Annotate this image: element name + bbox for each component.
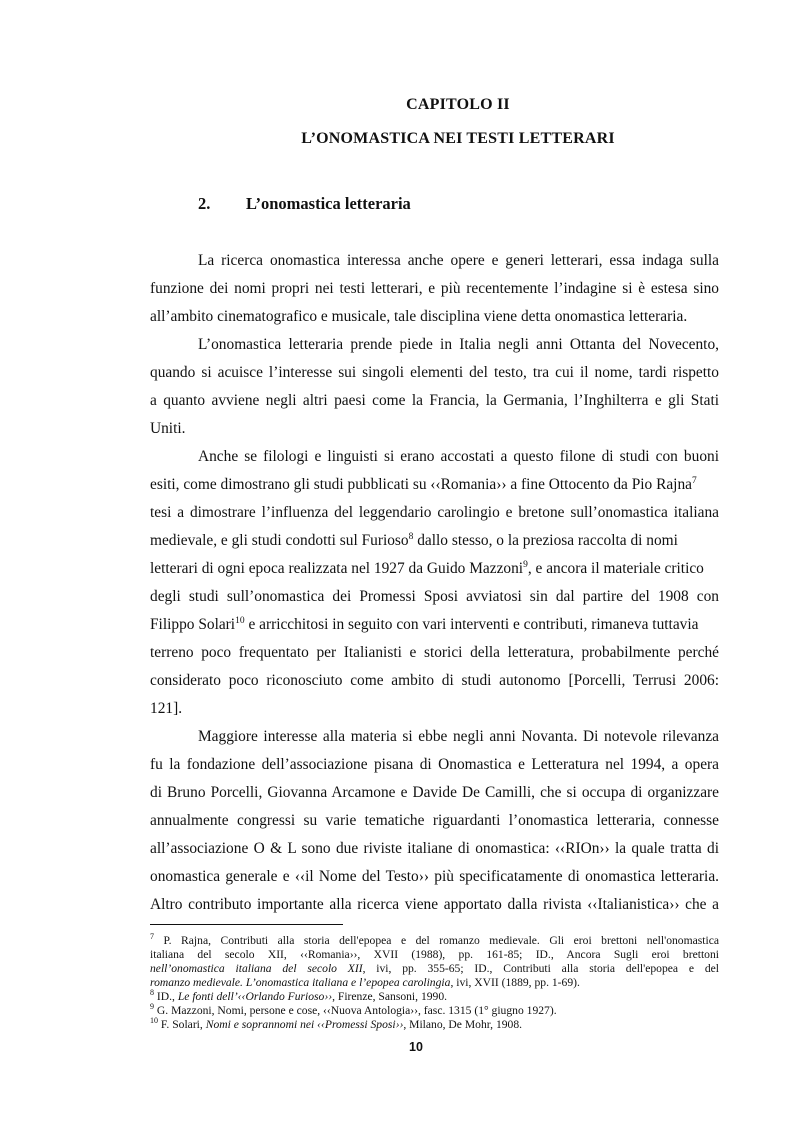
body-line: Altro contributo importante alla ricerca viene apportato dalla rivista ‹‹Italianistica›› che a [150,896,719,913]
body-line: fu la fondazione dell’associazione pisana di Onomastica e Letteratura nel 1994, a opera [150,756,719,773]
footnote-italic: Nomi e soprannomi nei ‹‹Promessi Sposi›› [205,1018,404,1031]
footnote-number: 7 [150,932,154,942]
body-text: esiti, come dimostrano gli studi pubblicati su ‹‹Romania›› a fine Ottocento da Pio Rajna [150,476,692,493]
footnote-7-line [150,962,719,976]
footnote-text: ID., [154,990,178,1003]
footnote-number: 8 [150,988,154,998]
body-line: Anche se filologi e linguisti si erano accostati a questo filone di studi con buoni [198,448,719,465]
footnote-7-line [150,934,719,948]
body-text: e arricchitosi in seguito con vari interventi e contributi, rimaneva tuttavia [244,616,699,633]
body-line: degli studi sull’onomastica dei Promessi Sposi avviatosi sin dal partire del 1908 con [150,588,719,605]
body-text: Filippo Solari [150,616,236,633]
body-line [150,475,719,495]
body-line: all’associazione O & L sono due riviste italiane di onomastica: ‹‹RIOn›› la quale tratta di [150,840,719,857]
body-line: Maggiore interesse alla materia si ebbe negli anni Novanta. Di notevole rilevanza [198,728,719,745]
body-text: medievale, e gli studi condotti sul Furioso [150,532,409,549]
body-line: all’ambito cinematografico e musicale, tale disciplina viene detta onomastica letteraria. [150,308,688,325]
body-text: dallo stesso, o la preziosa raccolta di nomi [413,532,678,549]
body-line: 121]. [150,700,183,717]
body-line: terreno poco frequentato per Italianisti e storici della letteratura, probabilmente perché [150,644,719,661]
footnote-text: G. Mazzoni, Nomi, persone e cose, ‹‹Nuova Antologia››, fasc. 1315 (1° giugno 1927). [154,1004,557,1017]
body-text: , e ancora il materiale critico [527,560,704,577]
footnote-text: F. Solari, [158,1018,206,1031]
chapter-label: CAPITOLO II [406,96,510,113]
footnote-italic: nell’onomastica italiana del secolo XII [150,962,363,975]
footnote-ref: 9 [523,559,528,570]
footnote-text: , Firenze, Sansoni, 1990. [332,990,448,1003]
body-line: a quanto avviene negli altri paesi come la Francia, la Germania, l’Inghilterra e gli Stati [150,392,719,409]
footnote-text: , ivi, pp. 355-65; ID., Contributi alla storia dell'epopea e del [362,962,719,975]
footnote-text: , ivi, XVII (1889, pp. 1-69). [450,976,580,989]
footnote-ref: 8 [408,531,414,542]
page-number: 10 [409,1040,423,1054]
body-line: L’onomastica letteraria prende piede in Italia negli anni Ottanta del Novecento, [198,336,719,353]
footnote-7-line: italiana del secolo XII, ‹‹Romania››, XVII (1988), pp. 161-85; ID., Ancora Sugli eroi brettoni [150,948,719,961]
body-line: considerato poco riconosciuto come ambito di studi autonomo [Porcelli, Terrusi 2006: [150,672,719,689]
footnote-italic: Le fonti dell’‹‹Orlando Furioso›› [177,990,333,1003]
footnote-ref: 10 [235,615,245,626]
body-line: di Bruno Porcelli, Giovanna Arcamone e Davide De Camilli, che si occupa di organizzare [150,784,719,801]
body-line: Uniti. [150,420,186,437]
chapter-title: L’ONOMASTICA NEI TESTI LETTERARI [301,130,615,147]
body-line: quando si acuisce l’interesse sui singoli elementi del testo, tra cui il nome, tardi rispetto [150,364,719,381]
footnote-ref: 7 [691,475,697,486]
footnote-7-line [150,976,719,990]
footnote-italic: romanzo medievale. L’onomastica italiana e l’epopea carolingia [150,976,451,989]
body-line [150,615,719,635]
footnote-number: 9 [150,1002,154,1012]
footnote-text: P. Rajna, Contributi alla storia dell'epopea e del romanzo medievale. Gli eroi brettoni nell'onomastica [154,934,719,947]
body-line [150,559,719,579]
footnote-9 [150,1004,719,1018]
body-line: annualmente congressi su varie tematiche riguardanti l’onomastica letteraria, connesse [150,812,719,829]
body-line: funzione dei nomi propri nei testi letterari, e più recentemente l’indagine si è estesa sino [150,280,719,297]
footnote-10 [150,1018,719,1032]
body-line: tesi a dimostrare l’influenza del leggendario carolingio e bretone sull’onomastica italiana [150,504,719,521]
footnote-text: , Milano, De Mohr, 1908. [403,1018,523,1031]
footnote-8 [150,990,719,1004]
footnote-number: 10 [150,1016,158,1026]
section-number: 2. [198,194,211,213]
body-line [150,531,719,551]
section-title: L’onomastica letteraria [246,194,411,213]
body-line: La ricerca onomastica interessa anche opere e generi letterari, essa indaga sulla [198,252,719,269]
body-line: onomastica generale e ‹‹il Nome del Testo›› più specificatamente di onomastica letteraria. [150,868,719,885]
body-text: letterari di ogni epoca realizzata nel 1927 da Guido Mazzoni [150,560,524,577]
footnote-separator [150,924,343,925]
